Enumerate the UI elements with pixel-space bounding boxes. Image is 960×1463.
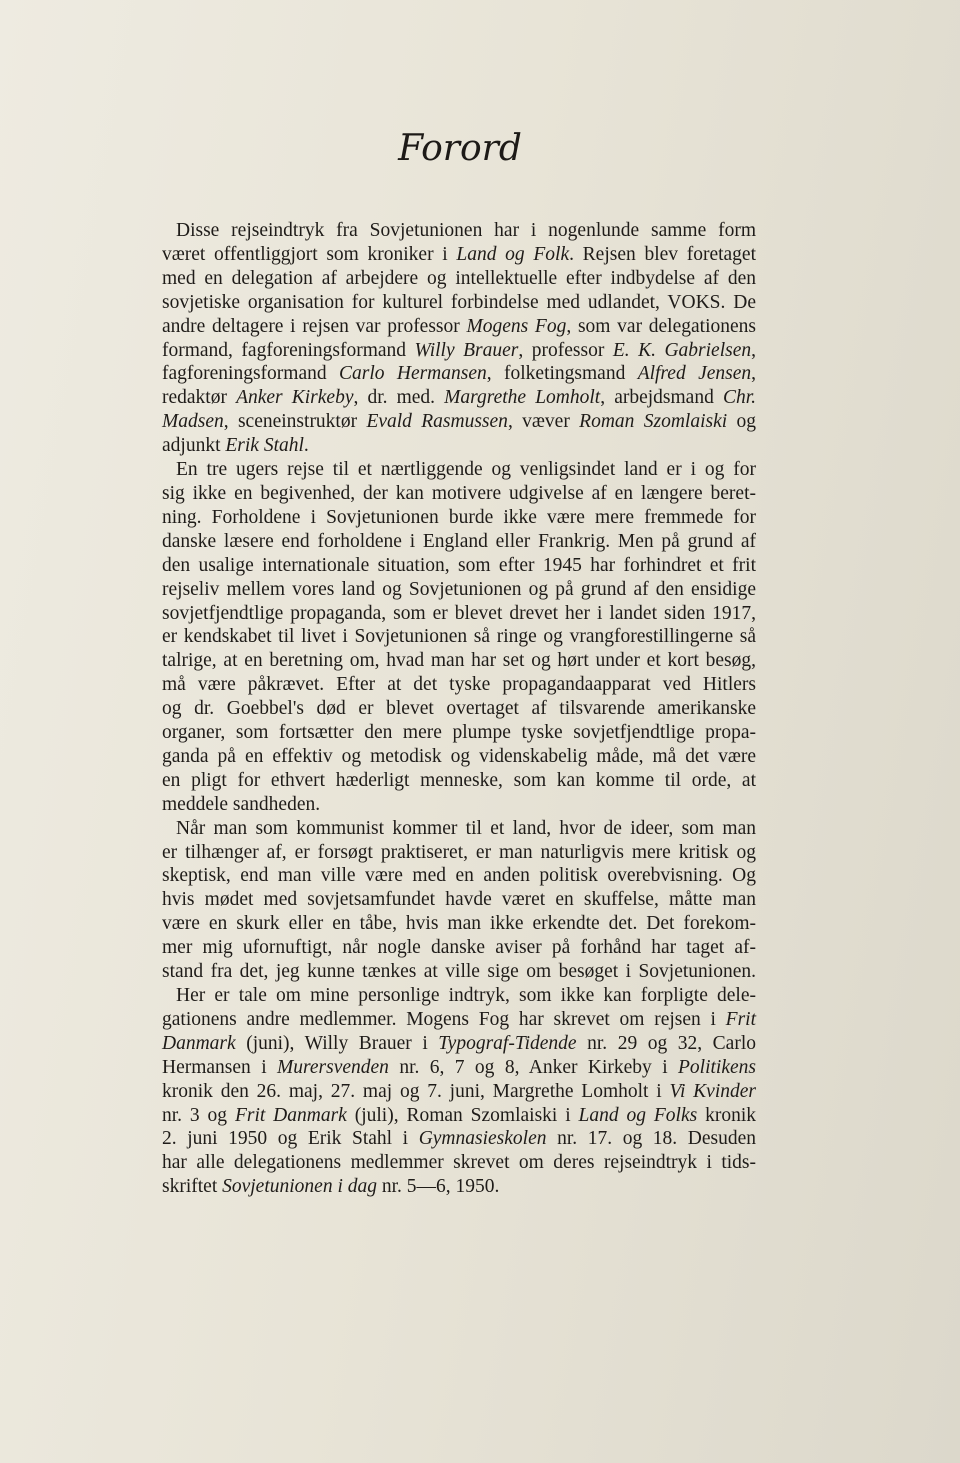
text-line: fagforeningsformand Carlo Hermansen, folketingsmand Alfred Jensen, <box>162 363 756 385</box>
text-line: Danmark (juni), Willy Brauer i Typograf-Tidende nr. 29 og 32, Carlo <box>162 1032 756 1054</box>
text-line: er tilhænger af, er forsøgt praktiseret, er man naturligvis mere kritisk og <box>162 841 756 863</box>
text-line: kronik den 26. maj, 27. maj og 7. juni, Margrethe Lomholt i Vi Kvinder <box>162 1080 756 1102</box>
text-line: sovjetfjendtlige propaganda, som er blevet drevet her i landet siden 1917, <box>162 602 756 624</box>
text-line: stand fra det, jeg kunne tænkes at ville sige om besøget i Sovjetunionen. <box>162 961 756 983</box>
text-line: organer, som fortsætter den mere plumpe tyske sovjetfjendtlige propa- <box>162 722 756 744</box>
text-line: nr. 3 og Frit Danmark (juli), Roman Szomlaiski i Land og Folks kronik <box>162 1104 756 1126</box>
page-title: Forord <box>398 128 522 169</box>
text-line: ning. Forholdene i Sovjetunionen burde ikke være mere fremmede for <box>162 506 756 528</box>
text-line: den usalige internationale situation, som efter 1945 har forhindret et frit <box>162 554 756 576</box>
text-line: med en delegation af arbejdere og intellektuelle efter indbydelse af den <box>162 267 756 289</box>
text-line: formand, fagforeningsformand Willy Brauer, professor E. K. Gabrielsen, <box>162 339 757 361</box>
text-line: hvis mødet med sovjetsamfundet havde været en skuffelse, måtte man <box>162 889 756 911</box>
text-line: Disse rejseindtryk fra Sovjetunionen har i nogenlunde samme form <box>176 220 756 241</box>
text-line: Madsen, sceneinstruktør Evald Rasmussen, væver Roman Szomlaiski og <box>162 411 757 433</box>
foreword-text <box>162 219 756 1199</box>
text-line: redaktør Anker Kirkeby, dr. med. Margrethe Lomholt, arbejdsmand Chr. <box>162 387 756 409</box>
text-line: En tre ugers rejse til et nærtliggende og venligsindet land er i og for <box>176 459 756 481</box>
text-line: meddele sandheden. <box>162 793 321 815</box>
text-line: rejseliv mellem vores land og Sovjetunionen og på grund af den ensidige <box>162 578 756 600</box>
text-line: Hermansen i Murersvenden nr. 6, 7 og 8, Anker Kirkeby i Politikens <box>162 1056 756 1078</box>
text-line: Når man som kommunist kommer til et land, hvor de ideer, som man <box>176 817 756 839</box>
text-line: må være påkrævet. Efter at det tyske propagandaapparat ved Hitlers <box>162 674 756 696</box>
text-line: er kendskabet til livet i Sovjetunionen så ringe og vrangforestillingerne så <box>162 626 756 648</box>
text-line: sovjetiske organisation for kulturel forbindelse med udlandet, VOKS. De <box>162 291 756 313</box>
text-line: har alle delegationens medlemmer skrevet om deres rejseindtryk i tids- <box>162 1152 756 1174</box>
text-line: gationens andre medlemmer. Mogens Fog har skrevet om rejsen i Frit <box>162 1008 756 1030</box>
text-line: være en skurk eller en tåbe, hvis man ikke erkendte det. Det forekom- <box>162 913 756 935</box>
text-line: skriftet Sovjetunionen i dag nr. 5—6, 1950. <box>162 1176 500 1198</box>
text-line: en pligt for ethvert hæderligt menneske, som kan komme til orde, at <box>162 769 756 791</box>
text-line: 2. juni 1950 og Erik Stahl i Gymnasieskolen nr. 17. og 18. Desuden <box>162 1128 756 1150</box>
text-line: Her er tale om mine personlige indtryk, som ikke kan forpligte dele- <box>176 985 756 1006</box>
text-line: danske læsere end forholdene i England eller Frankrig. Men på grund af <box>162 530 756 552</box>
text-line: adjunkt Erik Stahl. <box>162 435 309 457</box>
text-line: sig ikke en begivenhed, der kan motivere udgivelse af en længere beret- <box>162 482 756 504</box>
text-line: ganda på en effektiv og metodisk og videnskabelig måde, må det være <box>162 745 756 767</box>
text-line: skeptisk, end man ville være med en anden politisk overebvisning. Og <box>162 865 756 887</box>
text-line: mer mig ufornuftigt, når nogle danske aviser på forhånd har taget af- <box>162 937 756 959</box>
text-line: været offentliggjort som kroniker i Land og Folk. Rejsen blev foretaget <box>162 243 756 265</box>
text-line: og dr. Goebbel's død er blevet overtaget af tilsvarende amerikanske <box>162 698 756 720</box>
text-line: andre deltagere i rejsen var professor Mogens Fog, som var delegationens <box>162 315 756 337</box>
text-line: talrige, at en beretning om, hvad man har set og hørt under et kort besøg, <box>162 650 756 672</box>
